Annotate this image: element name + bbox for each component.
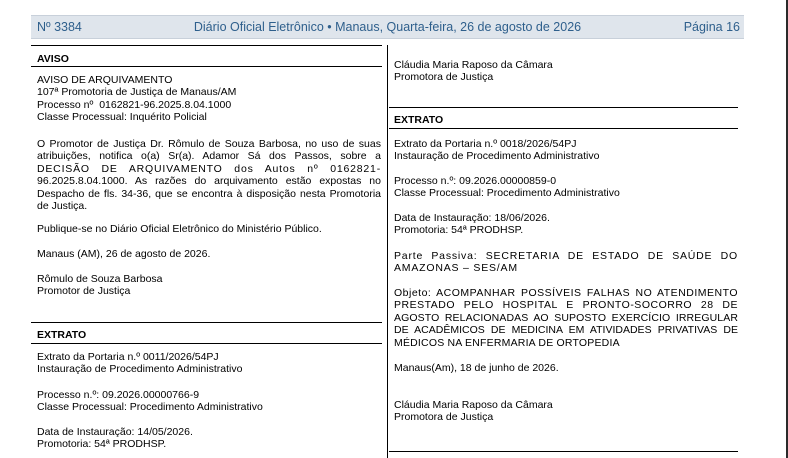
- extrato-promotoria: Promotoria: 54ª PRODHSP.: [394, 224, 524, 237]
- section-title-aviso: AVISO: [37, 53, 69, 65]
- extrato-data-block: [37, 426, 193, 451]
- extrato-instauracao: Instauração de Procedimento Administrativo: [394, 150, 600, 163]
- signer-name: Cláudia Maria Raposo da Câmara: [394, 399, 553, 411]
- extrato-date: Manaus(Am), 18 de junho de 2026.: [394, 362, 559, 374]
- paragraph-line: Despacho de fls. 34-36, que se encontra à disposição nesta Promotoria: [37, 187, 381, 200]
- paragraph-line: atribuições, notifica o(a) Sr(a). Adamor Sá dos Passos, sobre a: [37, 150, 381, 163]
- signer-role: Promotor de Justiça: [37, 285, 131, 298]
- objeto-line: Objeto: ACOMPANHAR POSSÍVEIS FALHAS NO ATENDIMENTO: [394, 287, 738, 299]
- section-title-extrato: EXTRATO: [394, 114, 444, 126]
- signature-block: [37, 273, 163, 298]
- header-title: Diário Oficial Eletrônico • Manaus, Quarta-feira, 26 de agosto de 2026: [193, 19, 582, 34]
- paragraph-line: O Promotor de Justiça Dr. Rômulo de Souza Barbosa, no uso de suas: [37, 138, 381, 150]
- extrato-classe: Classe Processual: Procedimento Administrativo: [394, 187, 620, 200]
- section-rule: [31, 66, 382, 67]
- paragraph-line: DECISÃO DE ARQUIVAMENTO dos Autos nº 0162821-: [37, 162, 381, 175]
- aviso-line: 107ª Promotoria de Justiça de Manaus/AM: [37, 86, 237, 99]
- parte-passiva-line: AMAZONAS – SES/AM: [394, 262, 518, 275]
- extrato-data: Data de Instauração: 18/06/2026.: [394, 212, 550, 224]
- objeto: [394, 287, 738, 349]
- extrato-processo: Processo n.º: 09.2026.00000766-9: [37, 389, 200, 401]
- extrato-process-block: [37, 389, 263, 414]
- extrato-processo: Processo n.º: 09.2026.00000859-0: [394, 175, 557, 187]
- extrato-data-block: [394, 212, 550, 237]
- top-signature-block: [394, 59, 553, 84]
- signer-role: Promotora de Justiça: [394, 411, 494, 424]
- aviso-line: AVISO DE ARQUIVAMENTO: [37, 74, 173, 86]
- extrato-block: [37, 351, 242, 376]
- parte-passiva-line: Parte Passiva: SECRETARIA DE ESTADO DE SAÚDE DO: [394, 250, 738, 262]
- paragraph-line: 96.2025.8.04.1000. As razões do arquivamento estão expostas no: [37, 175, 381, 188]
- section-rule: [31, 322, 382, 323]
- section-rule: [31, 343, 382, 344]
- aviso-paragraph: [37, 138, 381, 212]
- page-number: Página 16: [683, 19, 740, 34]
- objeto-line: MÉDICOS NA ENFERMARIA DE ORTOPEDIA: [394, 336, 620, 349]
- extrato-data: Data de Instauração: 14/05/2026.: [37, 426, 193, 438]
- page-header: [31, 15, 744, 39]
- signer-name: Cláudia Maria Raposo da Câmara: [394, 59, 553, 71]
- objeto-line: AGOSTO RELACIONADAS AO SUPOSTO EXERCÍCIO IRREGULAR: [394, 311, 738, 324]
- paragraph-line: de Justiça.: [37, 200, 88, 213]
- section-title-extrato: EXTRATO: [37, 329, 87, 341]
- section-rule: [389, 451, 738, 452]
- section-rule: [31, 45, 382, 46]
- aviso-line: Processo nº 0162821-96.2025.8.04.1000: [37, 98, 232, 111]
- extrato-portaria: Extrato da Portaria n.º 0011/2026/54PJ: [37, 351, 219, 363]
- column-divider: [387, 45, 388, 458]
- section-rule: [389, 128, 738, 129]
- aviso-date: Manaus (AM), 26 de agosto de 2026.: [37, 248, 211, 260]
- signer-role: Promotora de Justiça: [394, 71, 494, 84]
- extrato-promotoria: Promotoria: 54ª PRODHSP.: [37, 438, 167, 451]
- objeto-line: PRESTADO PELO HOSPITAL E PRONTO-SOCORRO 28 DE: [394, 299, 738, 312]
- extrato-classe: Classe Processual: Procedimento Administrativo: [37, 401, 263, 414]
- signature-block: [394, 399, 553, 424]
- aviso-line: Classe Processual: Inquérito Policial: [37, 111, 207, 124]
- extrato-portaria: Extrato da Portaria n.º 0018/2026/54PJ: [394, 138, 577, 150]
- extrato-process-block: [394, 175, 620, 200]
- edition-number: Nº 3384: [37, 19, 82, 34]
- signer-name: Rômulo de Souza Barbosa: [37, 273, 163, 285]
- aviso-heading-block: [37, 74, 381, 124]
- parte-passiva: [394, 250, 738, 275]
- extrato-instauracao: Instauração de Procedimento Administrativo: [37, 363, 243, 376]
- publique-text: Publique-se no Diário Oficial Eletrônico do Ministério Público.: [37, 223, 322, 235]
- objeto-line: DE ACADÊMICOS DE MEDICINA EM ATIVIDADES PRIVATIVAS DE: [394, 324, 738, 337]
- extrato-block: [394, 138, 599, 163]
- section-rule: [389, 107, 738, 108]
